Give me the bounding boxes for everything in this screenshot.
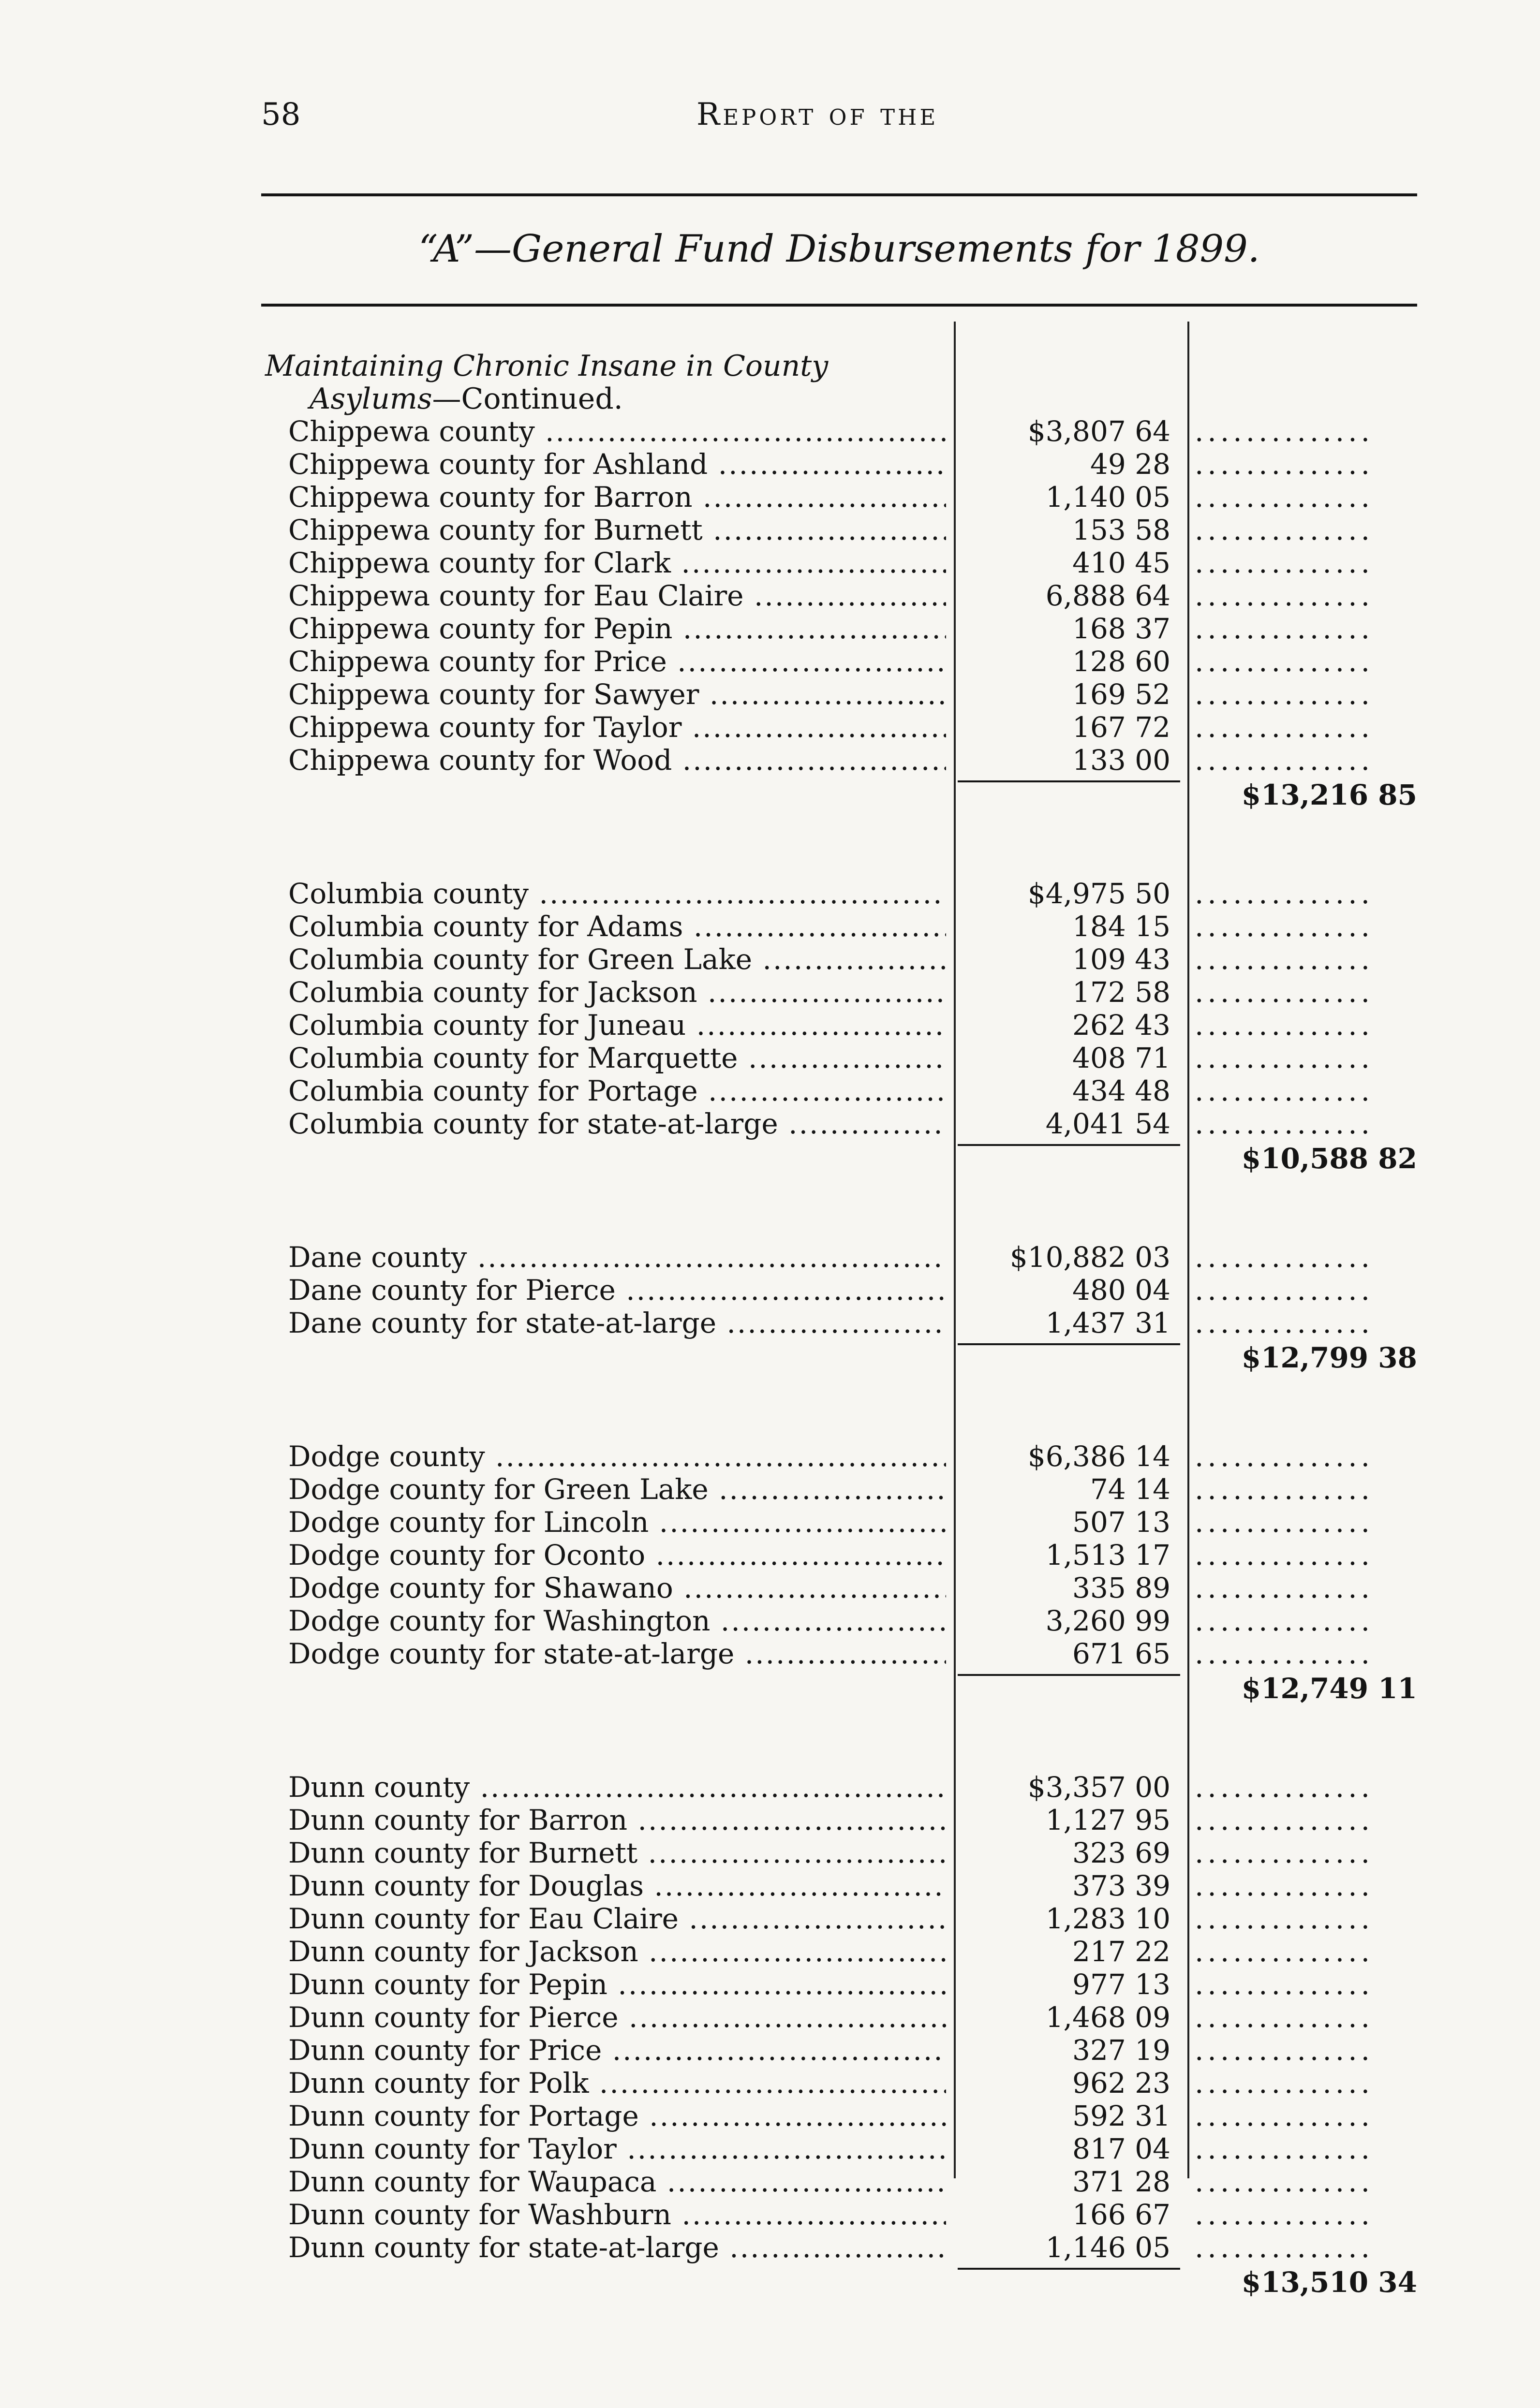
table-row [0,877,1540,910]
total-column-leader: .............. [1195,612,1374,645]
row-label: Columbia county ..... [288,877,946,910]
total-column-leader: .............. [1195,1902,1374,1935]
row-label: Columbia county for Adams ..... [288,910,946,943]
total-column-leader: .............. [1195,1307,1374,1339]
row-label: Chippewa county for Taylor ..... [288,711,946,744]
row-amount: $10,882 03 [1009,1241,1170,1274]
row-amount: 1,283 10 [1045,1902,1170,1935]
row-amount: 49 28 [1090,448,1170,481]
section-heading-italic-2: Asylums [310,382,432,416]
row-amount: 133 00 [1072,744,1170,777]
row-label: Dodge county for Lincoln ..... [288,1506,946,1539]
total-column-leader: .............. [1195,2132,1374,2165]
table-row [0,2034,1540,2067]
row-label: Dane county for state-at-large ..... [288,1307,946,1339]
row-label: Chippewa county for Eau Claire ..... [288,579,946,612]
row-label: Chippewa county for Burnett ..... [288,514,946,546]
section-heading-italic: Maintaining Chronic Insane in County [265,349,829,383]
table-row [0,2100,1540,2132]
table-row [0,1571,1540,1604]
row-label: Dunn county for Taylor ..... [288,2132,946,2165]
total-column-leader: .............. [1195,2067,1374,2100]
row-amount: 962 23 [1072,2067,1170,2100]
subtotal-rule [958,2268,1180,2270]
table-row [0,514,1540,546]
total-column-leader: .............. [1195,1771,1374,1804]
row-amount: 1,127 95 [1045,1804,1170,1836]
subtotal-rule [958,780,1180,782]
table-row [0,976,1540,1009]
total-column-leader: .............. [1195,2198,1374,2231]
row-label: Dodge county for state-at-large ..... [288,1637,946,1670]
row-label: Columbia county for state-at-large ..... [288,1107,946,1140]
section-heading-line2 [310,382,623,416]
row-label: Dunn county for Portage ..... [288,2100,946,2132]
row-label: Dodge county for Shawano ..... [288,1571,946,1604]
total-column-leader: .............. [1195,2100,1374,2132]
row-label: Dodge county for Washington ..... [288,1604,946,1637]
total-column-leader: .............. [1195,1869,1374,1902]
table-row [0,1604,1540,1637]
total-column-leader: .............. [1195,514,1374,546]
total-column-leader: .............. [1195,877,1374,910]
subtotal-rule [958,1144,1180,1146]
total-column-leader: .............. [1195,1571,1374,1604]
top-rule [261,193,1417,196]
total-column-leader: .............. [1195,1836,1374,1869]
table-row [0,1506,1540,1539]
table-row [0,415,1540,448]
row-amount: 166 67 [1072,2198,1170,2231]
table-row [0,1637,1540,1670]
page-number: 58 [261,97,301,132]
row-amount: 168 37 [1072,612,1170,645]
table-title: “A”—General Fund Disbursements for 1899. [418,227,1260,271]
total-column-leader: .............. [1195,1539,1374,1571]
row-label: Chippewa county ..... [288,415,946,448]
row-amount: $4,975 50 [1027,877,1170,910]
row-amount: 323 69 [1072,1836,1170,1869]
table-row [0,2198,1540,2231]
row-amount: 262 43 [1072,1009,1170,1042]
row-amount: 1,146 05 [1045,2231,1170,2264]
total-column-leader: .............. [1195,2231,1374,2264]
row-amount: 977 13 [1072,1968,1170,2001]
table-row [0,1869,1540,1902]
row-label: Dunn county for Barron ..... [288,1804,946,1836]
total-column-leader: .............. [1195,1604,1374,1637]
table-row [0,2067,1540,2100]
table-row [0,2165,1540,2198]
group-total: $10,588 82 [1241,1142,1417,1175]
total-column-leader: .............. [1195,2165,1374,2198]
row-amount: 1,468 09 [1045,2001,1170,2034]
row-label: Chippewa county for Price ..... [288,645,946,678]
total-column-leader: .............. [1195,1241,1374,1274]
row-label: Dodge county for Green Lake ..... [288,1473,946,1506]
row-label: Chippewa county for Barron ..... [288,481,946,514]
row-amount: 327 19 [1072,2034,1170,2067]
row-label: Dunn county for Jackson ..... [288,1935,946,1968]
table-row [0,1042,1540,1074]
total-column-leader: .............. [1195,1637,1374,1670]
row-amount: 3,260 99 [1045,1604,1170,1637]
row-amount: 1,437 31 [1045,1307,1170,1339]
total-column-leader: .............. [1195,1274,1374,1307]
row-amount: 184 15 [1072,910,1170,943]
row-amount: 4,041 54 [1045,1107,1170,1140]
row-label: Dodge county ..... [288,1440,946,1473]
row-amount: $3,807 64 [1027,415,1170,448]
row-label: Dane county ..... [288,1241,946,1274]
row-amount: 128 60 [1072,645,1170,678]
table-row [0,711,1540,744]
table-row [0,744,1540,777]
row-label: Dunn county for Price ..... [288,2034,946,2067]
table-row [0,943,1540,976]
table-row [0,1804,1540,1836]
row-amount: 408 71 [1072,1042,1170,1074]
total-column-leader: .............. [1195,744,1374,777]
subtotal-rule [958,1343,1180,1345]
row-label: Dodge county for Oconto ..... [288,1539,946,1571]
total-column-leader: .............. [1195,1804,1374,1836]
row-label: Columbia county for Green Lake ..... [288,943,946,976]
row-amount: 335 89 [1072,1571,1170,1604]
row-amount: 371 28 [1072,2165,1170,2198]
total-column-leader: .............. [1195,579,1374,612]
total-column-leader: .............. [1195,943,1374,976]
row-amount: 480 04 [1072,1274,1170,1307]
table-row [0,645,1540,678]
row-amount: 167 72 [1072,711,1170,744]
section-heading-plain: —Continued. [432,382,623,416]
row-amount: 671 65 [1072,1637,1170,1670]
row-label: Dunn county for state-at-large ..... [288,2231,946,2264]
table-row [0,1473,1540,1506]
total-column-leader: .............. [1195,711,1374,744]
table-row [0,1009,1540,1042]
total-column-leader: .............. [1195,976,1374,1009]
row-amount: 1,140 05 [1045,481,1170,514]
table-row [0,481,1540,514]
table-row [0,1307,1540,1339]
table-row [0,579,1540,612]
row-amount: 507 13 [1072,1506,1170,1539]
row-amount: 817 04 [1072,2132,1170,2165]
row-amount: 74 14 [1090,1473,1170,1506]
row-amount: 592 31 [1072,2100,1170,2132]
row-label: Dunn county for Eau Claire ..... [288,1902,946,1935]
group-total: $12,799 38 [1241,1341,1417,1374]
page-header [261,97,1422,140]
total-column-leader: .............. [1195,1935,1374,1968]
row-amount: 172 58 [1072,976,1170,1009]
total-column-leader: .............. [1195,2001,1374,2034]
subtotal-rule [958,1674,1180,1676]
total-column-leader: .............. [1195,910,1374,943]
row-label: Dunn county for Polk ..... [288,2067,946,2100]
table-row [0,1241,1540,1274]
table-row [0,1935,1540,1968]
table-row [0,612,1540,645]
row-amount: 169 52 [1072,678,1170,711]
table-row [0,2132,1540,2165]
total-column-leader: .............. [1195,448,1374,481]
row-label: Columbia county for Portage ..... [288,1074,946,1107]
table-row [0,1074,1540,1107]
row-amount: $3,357 00 [1027,1771,1170,1804]
table-row [0,2231,1540,2264]
row-amount: 153 58 [1072,514,1170,546]
row-amount: 434 48 [1072,1074,1170,1107]
table-row [0,1902,1540,1935]
row-label: Chippewa county for Pepin ..... [288,612,946,645]
total-column-leader: .............. [1195,1074,1374,1107]
row-amount: 410 45 [1072,546,1170,579]
table-row [0,546,1540,579]
row-label: Dunn county for Pepin ..... [288,1968,946,2001]
row-label: Chippewa county for Clark ..... [288,546,946,579]
table-row [0,448,1540,481]
row-amount: 1,513 17 [1045,1539,1170,1571]
table-row [0,2001,1540,2034]
group-total: $13,510 34 [1241,2266,1417,2299]
table-row [0,1539,1540,1571]
row-amount: 217 22 [1072,1935,1170,1968]
section-heading [265,349,828,383]
table-row [0,1968,1540,2001]
group-total: $13,216 85 [1241,778,1417,811]
row-label: Columbia county for Juneau ..... [288,1009,946,1042]
row-label: Dunn county ..... [288,1771,946,1804]
total-column-leader: .............. [1195,1042,1374,1074]
table-row [0,1771,1540,1804]
row-amount: 373 39 [1072,1869,1170,1902]
total-column-leader: .............. [1195,678,1374,711]
row-label: Dunn county for Pierce ..... [288,2001,946,2034]
total-column-leader: .............. [1195,1107,1374,1140]
table-row [0,1107,1540,1140]
row-label: Columbia county for Jackson ..... [288,976,946,1009]
row-label: Chippewa county for Wood ..... [288,744,946,777]
running-head: Report of the [696,97,939,132]
total-column-leader: .............. [1195,546,1374,579]
total-column-leader: .............. [1195,2034,1374,2067]
table-row [0,1440,1540,1473]
total-column-leader: .............. [1195,1440,1374,1473]
group-total: $12,749 11 [1241,1672,1417,1705]
total-column-leader: .............. [1195,1506,1374,1539]
row-label: Dunn county for Burnett ..... [288,1836,946,1869]
total-column-leader: .............. [1195,645,1374,678]
row-label: Columbia county for Marquette ..... [288,1042,946,1074]
row-label: Chippewa county for Sawyer ..... [288,678,946,711]
total-column-leader: .............. [1195,1009,1374,1042]
row-amount: 6,888 64 [1045,579,1170,612]
title-rule [261,304,1417,307]
row-amount: 109 43 [1072,943,1170,976]
row-label: Dunn county for Douglas ..... [288,1869,946,1902]
row-amount: $6,386 14 [1027,1440,1170,1473]
total-column-leader: .............. [1195,1473,1374,1506]
total-column-leader: .............. [1195,1968,1374,2001]
total-column-leader: .............. [1195,415,1374,448]
table-row [0,1836,1540,1869]
table-row [0,678,1540,711]
row-label: Chippewa county for Ashland ..... [288,448,946,481]
row-label: Dunn county for Washburn ..... [288,2198,946,2231]
row-label: Dunn county for Waupaca ..... [288,2165,946,2198]
total-column-leader: .............. [1195,481,1374,514]
table-row [0,910,1540,943]
table-row [0,1274,1540,1307]
row-label: Dane county for Pierce ..... [288,1274,946,1307]
